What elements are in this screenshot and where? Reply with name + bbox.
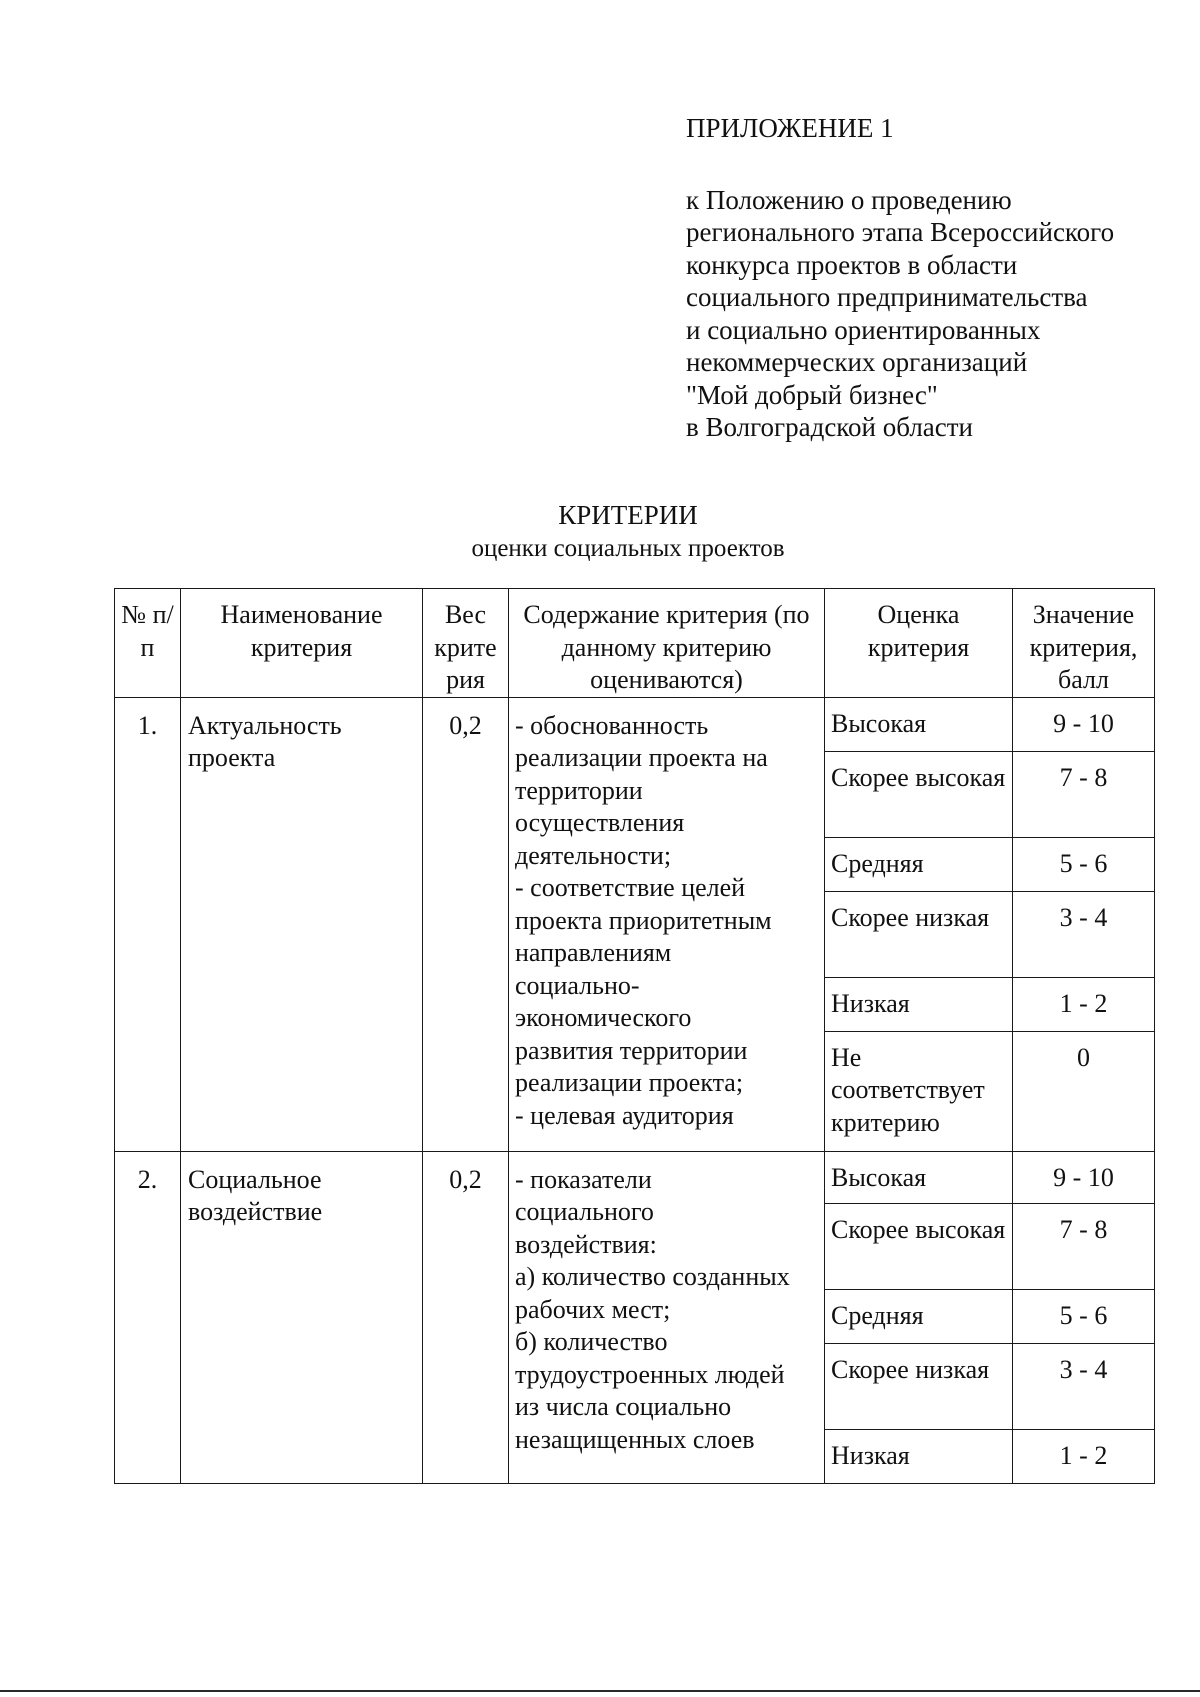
appendix-line: социального предпринимательства xyxy=(686,282,1088,312)
grade-label: Средняя xyxy=(825,1289,1013,1343)
grade-label: Не соответствует критерию xyxy=(825,1031,1013,1151)
grade-value: 9 - 10 xyxy=(1013,697,1155,751)
appendix-block xyxy=(686,112,1166,444)
table-row xyxy=(115,697,1155,751)
content-line: проекта приоритетным xyxy=(515,905,772,935)
criterion-weight: 0,2 xyxy=(423,697,509,1151)
content-line: развития территории xyxy=(515,1035,748,1065)
grade-label: Низкая xyxy=(825,1429,1013,1483)
criterion-name: Актуальность проекта xyxy=(181,697,423,1151)
appendix-line: в Волгоградской области xyxy=(686,412,974,442)
grade-value: 5 - 6 xyxy=(1013,837,1155,891)
content-line: деятельности; xyxy=(515,840,672,870)
header-name: Наименование критерия xyxy=(181,589,423,698)
content-line: незащищенных слоев xyxy=(515,1424,755,1454)
content-line: а) количество созданных xyxy=(515,1262,790,1291)
header-weight: Вес крите рия xyxy=(423,589,509,698)
grade-value: 3 - 4 xyxy=(1013,891,1155,977)
grade-label: Высокая xyxy=(825,1151,1013,1203)
criteria-table xyxy=(114,588,1155,1484)
content-line: осуществления xyxy=(515,808,685,837)
content-line: социального xyxy=(515,1197,654,1226)
grade-label: Средняя xyxy=(825,837,1013,891)
criterion-content xyxy=(509,1151,825,1483)
criterion-content xyxy=(509,697,825,1151)
grade-value: 1 - 2 xyxy=(1013,1429,1155,1483)
content-line: социально- xyxy=(515,970,640,1000)
grade-label: Скорее высокая xyxy=(825,751,1013,837)
appendix-line: к Положению о проведению xyxy=(686,184,1012,215)
appendix-line: некоммерческих организаций xyxy=(686,347,1028,377)
content-line: реализации проекта; xyxy=(515,1068,744,1097)
row-num: 1. xyxy=(115,697,181,1151)
content-line: экономического xyxy=(515,1003,692,1032)
table-header-row xyxy=(115,589,1155,698)
header-value: Значение критерия, балл xyxy=(1013,589,1155,698)
table-row xyxy=(115,1151,1155,1203)
grade-label: Скорее низкая xyxy=(825,891,1013,977)
grade-value: 1 - 2 xyxy=(1013,977,1155,1031)
content-line: территории xyxy=(515,775,643,805)
content-line: - показатели xyxy=(515,1164,652,1194)
header-grade: Оценка критерия xyxy=(825,589,1013,698)
appendix-line: "Мой добрый бизнес" xyxy=(686,379,938,410)
criterion-weight: 0,2 xyxy=(423,1151,509,1483)
grade-value: 5 - 6 xyxy=(1013,1289,1155,1343)
grade-label: Скорее высокая xyxy=(825,1203,1013,1289)
grade-value: 7 - 8 xyxy=(1013,1203,1155,1289)
grade-value: 0 xyxy=(1013,1031,1155,1151)
grade-value: 7 - 8 xyxy=(1013,751,1155,837)
grade-value: 9 - 10 xyxy=(1013,1151,1155,1203)
appendix-line: и социально ориентированных xyxy=(686,314,1041,345)
content-line: трудоустроенных людей xyxy=(515,1359,785,1389)
grade-value: 3 - 4 xyxy=(1013,1343,1155,1429)
appendix-title: ПРИЛОЖЕНИЕ 1 xyxy=(686,113,894,143)
grade-label: Высокая xyxy=(825,697,1013,751)
content-line: реализации проекта на xyxy=(515,743,768,772)
content-line: - обоснованность xyxy=(515,710,709,740)
appendix-line: конкурса проектов в области xyxy=(686,249,1018,280)
content-line: направлениям xyxy=(515,938,672,967)
criterion-name: Социальное воздействие xyxy=(181,1151,423,1483)
header-content: Содержание критерия (по данному критерию оцениваются) xyxy=(509,589,825,698)
grade-label: Низкая xyxy=(825,977,1013,1031)
header-num: № п/п xyxy=(115,589,181,698)
content-line: - целевая аудитория xyxy=(515,1100,734,1130)
grade-label: Скорее низкая xyxy=(825,1343,1013,1429)
document-title: КРИТЕРИИ xyxy=(558,500,698,530)
content-line: б) количество xyxy=(515,1327,668,1356)
content-line: - соответствие целей xyxy=(515,873,746,902)
document-subtitle: оценки социальных проектов xyxy=(471,535,785,562)
page-bottom-rule xyxy=(0,1690,1200,1692)
row-num: 2. xyxy=(115,1151,181,1483)
content-line: из числа социально xyxy=(515,1392,732,1421)
content-line: рабочих мест; xyxy=(515,1294,671,1324)
content-line: воздействия: xyxy=(515,1229,657,1259)
appendix-line: регионального этапа Всероссийского xyxy=(686,217,1115,247)
